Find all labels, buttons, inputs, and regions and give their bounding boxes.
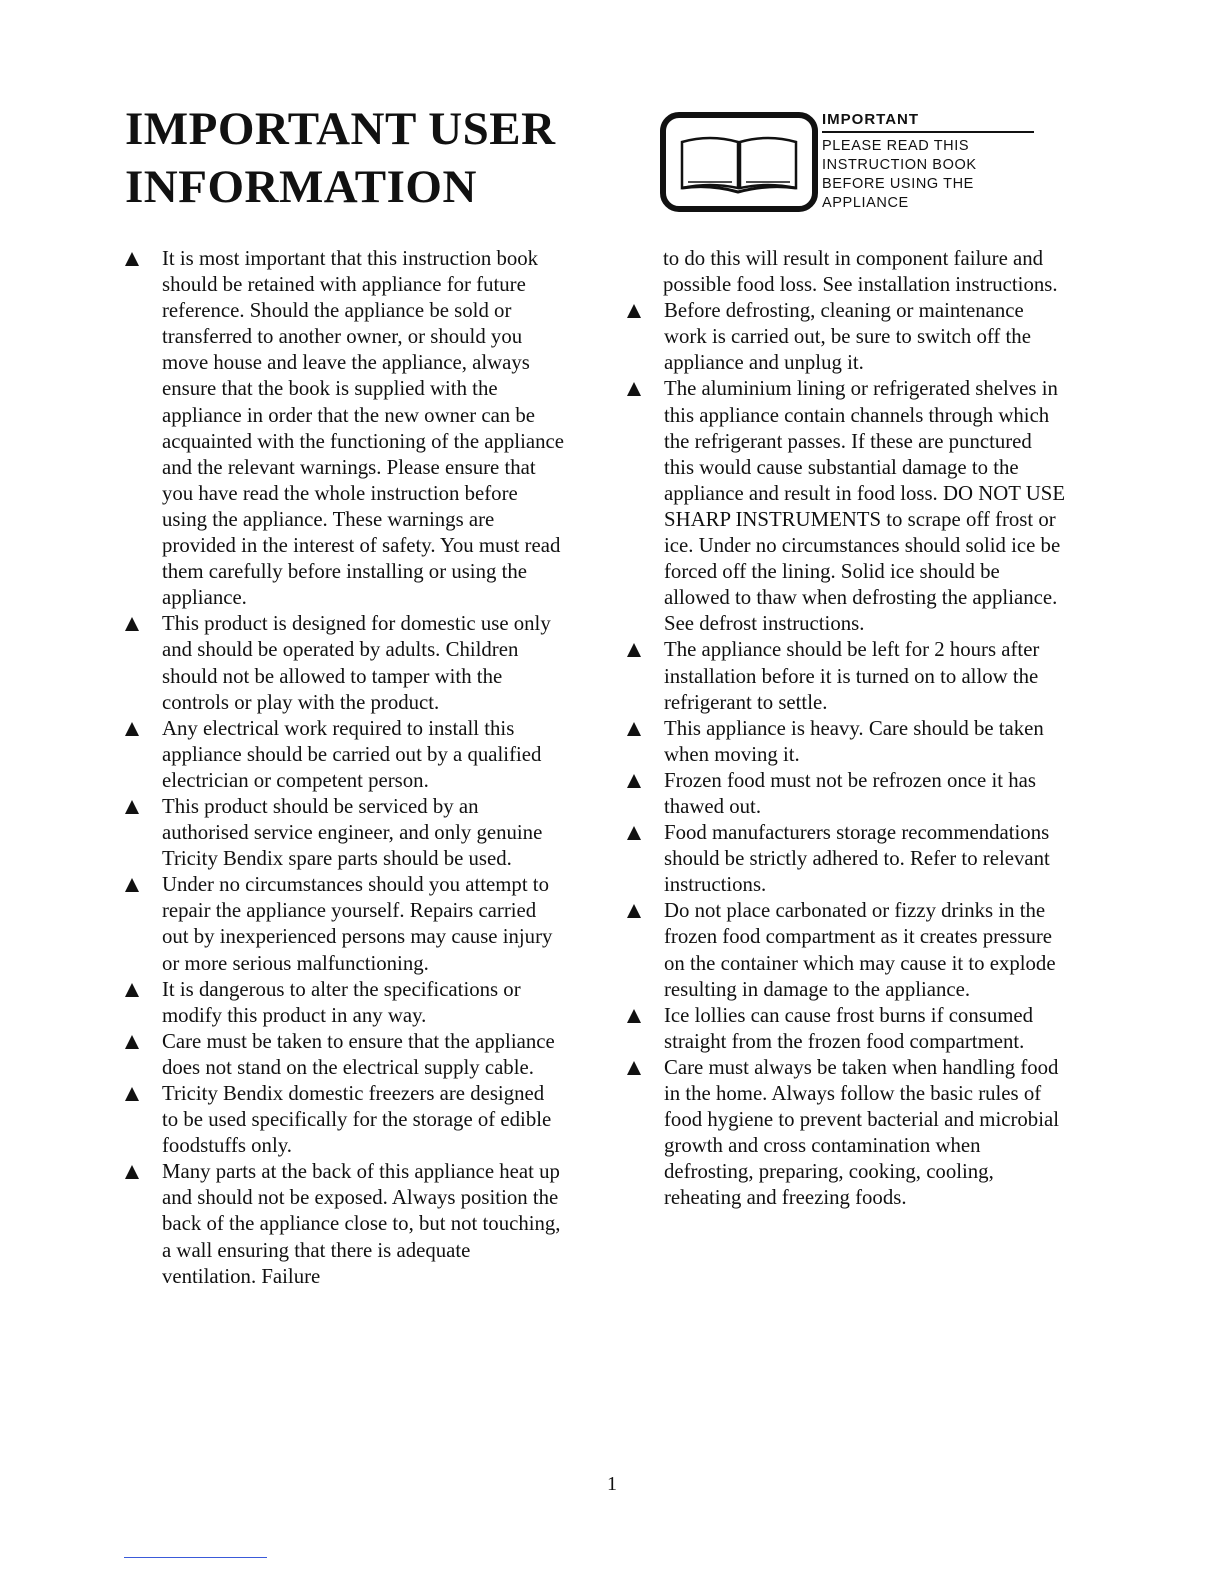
warning-triangle-icon: [627, 382, 641, 396]
warning-item: Under no circumstances should you attempt to repair the appliance yourself. Repairs carried out by inexperienced persons may cause injury or more serious malfunctioning.: [125, 872, 565, 976]
warning-item: This product should be serviced by an authorised service engineer, and only genuine Tricity Bendix spare parts should be used.: [125, 794, 565, 872]
warning-triangle-icon: [125, 252, 139, 266]
warning-triangle-icon: [125, 878, 139, 892]
warning-triangle-icon: [125, 1165, 139, 1179]
warning-triangle-icon: [125, 1035, 139, 1049]
warning-triangle-icon: [125, 722, 139, 736]
warning-item: Many parts at the back of this appliance heat up and should not be exposed. Always position the back of the appliance close to, but not touching, a wall ensuring that there is adequate ventilation. Failure: [125, 1159, 565, 1289]
warning-item: Care must be taken to ensure that the appliance does not stand on the electrical supply cable.: [125, 1029, 565, 1081]
left-column: [125, 246, 565, 1290]
warning-triangle-icon: [627, 826, 641, 840]
warning-item: The appliance should be left for 2 hours after installation before it is turned on to allow the refrigerant to settle.: [627, 637, 1067, 715]
warning-triangle-icon: [627, 904, 641, 918]
warning-item: Do not place carbonated or fizzy drinks in the frozen food compartment as it creates pressure on the container which may cause it to explode resulting in damage to the appliance.: [627, 898, 1067, 1002]
warning-item: This product is designed for domestic use only and should be operated by adults. Children should not be allowed to tamper with the controls or play with the product.: [125, 611, 565, 715]
warning-item: Any electrical work required to install this appliance should be carried out by a qualified electrician or competent person.: [125, 716, 565, 794]
warning-item: Tricity Bendix domestic freezers are designed to be used specifically for the storage of edible foodstuffs only.: [125, 1081, 565, 1159]
notice-text: PLEASE READ THIS INSTRUCTION BOOK BEFORE USING THE APPLIANCE: [822, 138, 977, 211]
warning-triangle-icon: [627, 722, 641, 736]
warning-triangle-icon: [627, 304, 641, 318]
page-number: 1: [607, 1473, 617, 1495]
warning-item: Food manufacturers storage recommendations should be strictly adhered to. Refer to relevant instructions.: [627, 820, 1067, 898]
warning-triangle-icon: [125, 617, 139, 631]
warning-triangle-icon: [125, 983, 139, 997]
warning-item: Before defrosting, cleaning or maintenance work is carried out, be sure to switch off the appliance and unplug it.: [627, 298, 1067, 376]
warning-triangle-icon: [125, 800, 139, 814]
warning-triangle-icon: [627, 1009, 641, 1023]
warning-item: Care must always be taken when handling food in the home. Always follow the basic rules of food hygiene to prevent bacterial and microbial growth and cross contamination when defrosting, preparing, cooking, cooling, reheating and freezing foods.: [627, 1055, 1067, 1212]
warning-triangle-icon: [627, 643, 641, 657]
warning-item: This appliance is heavy. Care should be taken when moving it.: [627, 716, 1067, 768]
read-instructions-notice: [822, 111, 1034, 213]
warning-item: The aluminium lining or refrigerated shelves in this appliance contain channels through which the refrigerant passes. If these are punctured this would cause substantial damage to the appliance and result in food loss. DO NOT USE SHARP INSTRUMENTS to scrape off frost or ice. Under no circumstances should solid ice be forced off the lining. Solid ice should be allowed to thaw when defrosting the appliance. See defrost instructions.: [627, 376, 1067, 637]
warning-item: Frozen food must not be refrozen once it has thawed out.: [627, 768, 1067, 820]
right-column: [627, 246, 1067, 1211]
warning-triangle-icon: [627, 1061, 641, 1075]
warning-continuation: to do this will result in component failure and possible food loss. See installation instructions.: [663, 247, 1058, 297]
page-title: IMPORTANT USER INFORMATION: [125, 103, 556, 213]
warning-triangle-icon: [627, 774, 641, 788]
warning-triangle-icon: [125, 1087, 139, 1101]
open-book-icon: [660, 112, 818, 212]
warning-item: It is dangerous to alter the specifications or modify this product in any way.: [125, 977, 565, 1029]
warning-item: It is most important that this instruction book should be retained with appliance for future reference. Should the appliance be sold or transferred to another owner, or should you move house and leave the appliance, always ensure that the book is supplied with the appliance in order that the new owner can be acquainted with the functioning of the appliance and the relevant warnings. Please ensure that you have read the whole instruction before using the appliance. These warnings are provided in the interest of safety. You must read them carefully before installing or using the appliance.: [125, 246, 565, 611]
notice-heading: IMPORTANT: [822, 111, 1034, 133]
footer-rule: [124, 1557, 267, 1558]
warning-item: Ice lollies can cause frost burns if consumed straight from the frozen food compartment.: [627, 1003, 1067, 1055]
